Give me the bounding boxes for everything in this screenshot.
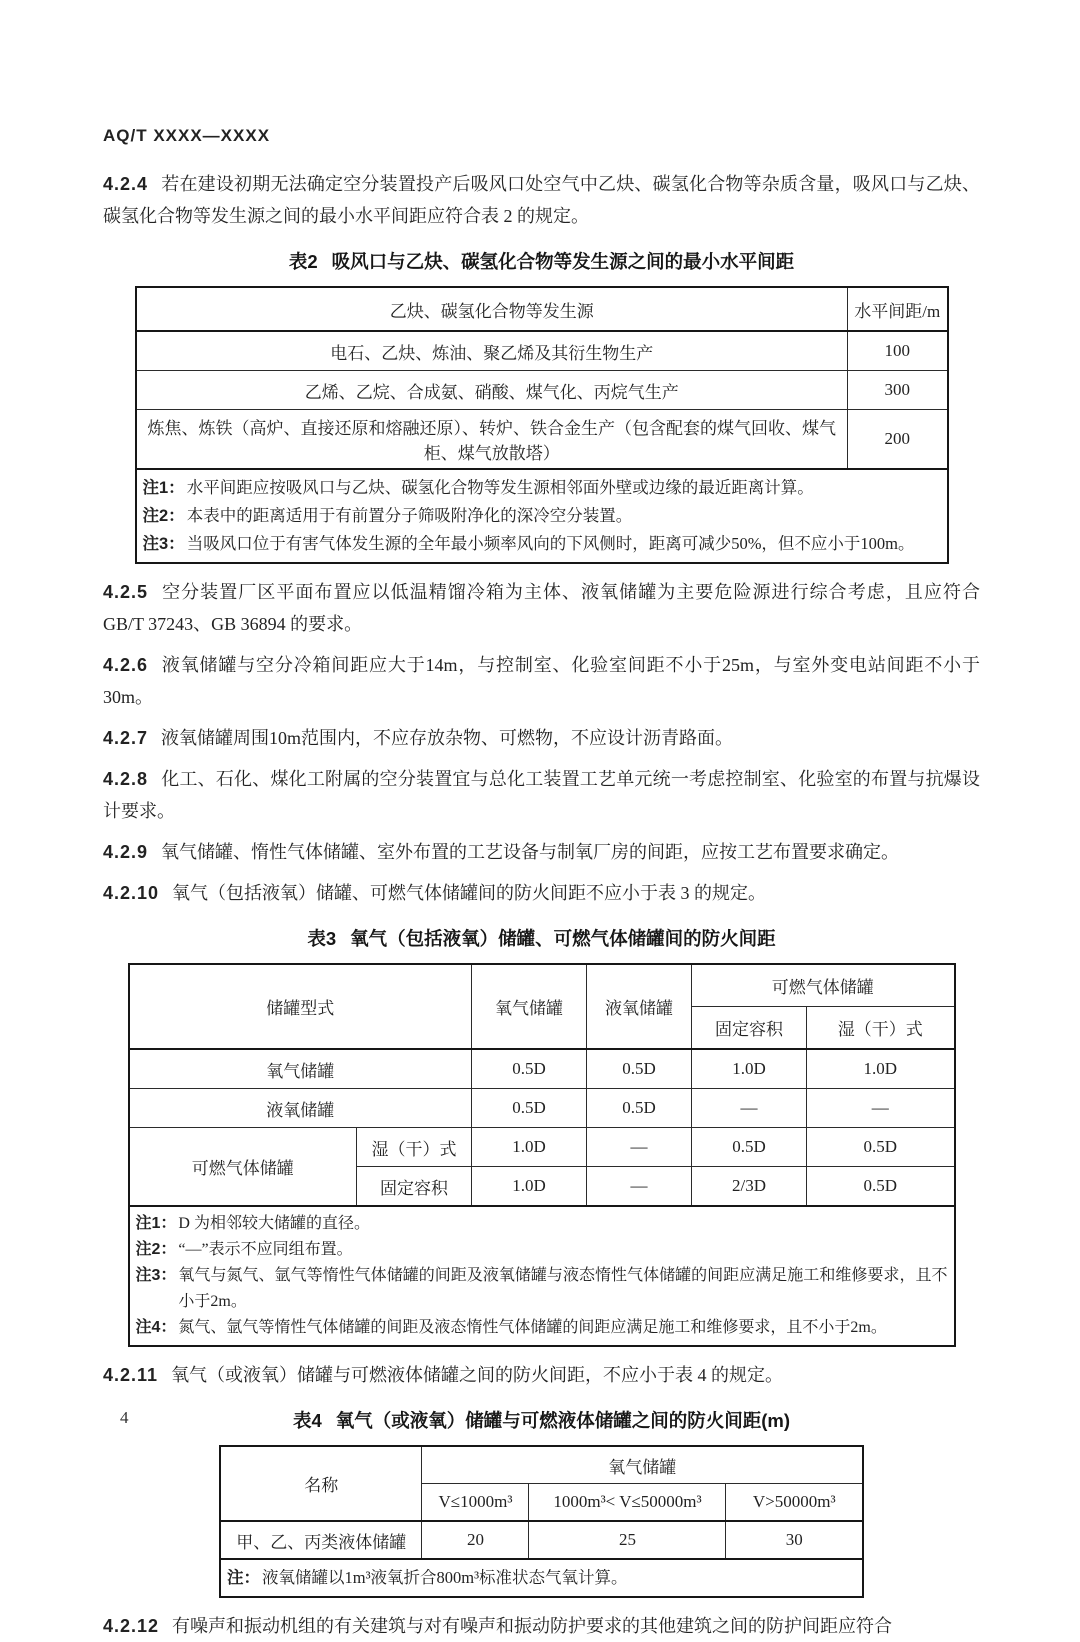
t3-cell: —: [692, 1089, 807, 1128]
note-line: [227, 1564, 856, 1592]
t3-cell: 0.5D: [587, 1049, 692, 1089]
t4-header-name: 名称: [220, 1446, 422, 1521]
note-line: [143, 474, 941, 502]
t3-row-label: 湿（干）式: [357, 1128, 472, 1167]
table-row: [129, 1049, 955, 1089]
clause-text: 液氧储罐与空分冷箱间距应大于14m，与控制室、化验室间距不小于25m，与室外变电站间距不小于30m。: [103, 655, 980, 707]
note-line: [136, 1211, 948, 1237]
clause-text: 空分装置厂区平面布置应以低温精馏冷箱为主体、液氧储罐为主要危险源进行综合考虑，且应符合 GB/T 37243、GB 36894 的要求。: [103, 582, 980, 634]
note-text: D 为相邻较大储罐的直径。: [178, 1215, 370, 1232]
t3-cell: 0.5D: [472, 1049, 587, 1089]
t3-header-flammable: 可燃气体储罐: [692, 964, 955, 1007]
clause-number: 4.2.5: [103, 582, 149, 602]
clause-number: 4.2.7: [103, 728, 149, 748]
t3-cell: 0.5D: [472, 1089, 587, 1128]
table3-caption-title: 氧气（包括液氧）储罐、可燃气体储罐间的防火间距: [350, 928, 776, 949]
t4-cell: 25: [529, 1521, 726, 1559]
table4-caption-label: 表4: [292, 1410, 322, 1431]
table-row: [136, 371, 948, 410]
clause-number: 4.2.10: [103, 883, 160, 903]
paragraph-4-2-11: [103, 1359, 980, 1391]
table4: [219, 1445, 864, 1598]
table-row: [136, 410, 948, 470]
t3-header-tank-type: 储罐型式: [129, 964, 472, 1049]
note-text: 液氧储罐以1m³液氧折合800m³标准状态气氧计算。: [261, 1568, 628, 1587]
t3-cell: 0.5D: [587, 1089, 692, 1128]
clause-number: 4.2.12: [103, 1616, 160, 1636]
t3-notes: [129, 1206, 955, 1346]
clause-text: 氧气（或液氧）储罐与可燃液体储罐之间的防火间距，不应小于表 4 的规定。: [171, 1365, 784, 1385]
t3-cell: 1.0D: [807, 1049, 955, 1089]
t4-header-v3: V>50000m³: [726, 1484, 863, 1522]
paragraph-4-2-12: [103, 1610, 980, 1642]
t3-cell: 1.0D: [472, 1128, 587, 1167]
t4-header-v1: V≤1000m³: [422, 1484, 529, 1522]
t3-header-fixed-volume: 固定容积: [692, 1007, 807, 1050]
note-label: 注3：: [142, 535, 185, 553]
t2-notes: [136, 469, 948, 563]
clause-text: 液氧储罐周围10m范围内，不应存放杂物、可燃物，不应设计沥青路面。: [161, 728, 734, 748]
note-text: 本表中的距离适用于有前置分子筛吸附净化的深冷空分装置。: [186, 506, 633, 525]
page-number: 4: [120, 1408, 129, 1427]
table-row: [129, 1128, 955, 1167]
note-line: [136, 1263, 948, 1315]
note-text: 水平间距应按吸风口与乙炔、碳氢化合物等发生源相邻面外壁或边缘的最近距离计算。: [186, 478, 814, 497]
clause-number: 4.2.6: [103, 655, 149, 675]
t3-cell: 0.5D: [807, 1128, 955, 1167]
table4-caption-title: 氧气（或液氧）储罐与可燃液体储罐之间的防火间距(m): [335, 1410, 791, 1431]
t2-cell-source: 乙烯、乙烷、合成氨、硝酸、煤气化、丙烷气生产: [136, 371, 848, 410]
clause-text: 氧气（包括液氧）储罐、可燃气体储罐间的防火间距不应小于表 3 的规定。: [172, 883, 767, 903]
note-line: [136, 1315, 948, 1341]
table3: [128, 963, 956, 1347]
t3-row-label: 液氧储罐: [129, 1089, 472, 1128]
t3-header-wet-dry: 湿（干）式: [807, 1007, 955, 1050]
clause-number: 4.2.11: [103, 1365, 159, 1385]
table4-caption: [103, 1407, 980, 1433]
table2-caption-label: 表2: [288, 251, 318, 272]
table-notes-row: [136, 469, 948, 563]
note-label: 注：: [226, 1569, 260, 1587]
t3-cell: —: [587, 1128, 692, 1167]
t2-cell-source: 炼焦、炼铁（高炉、直接还原和熔融还原）、转炉、铁合金生产（包含配套的煤气回收、煤气柜、煤气放散塔）: [136, 410, 848, 470]
t3-cell: 1.0D: [692, 1049, 807, 1089]
clause-text: 若在建设初期无法确定空分装置投产后吸风口处空气中乙炔、碳氢化合物等杂质含量，吸风口与乙炔、碳氢化合物等发生源之间的最小水平间距应符合表 2 的规定。: [103, 174, 980, 226]
table2-caption: [103, 248, 980, 274]
note-text: 氧气与氮气、氩气等惰性气体储罐的间距及液氧储罐与液态惰性气体储罐的间距应满足施工和维修要求，且不小于2m。: [178, 1267, 948, 1310]
t4-cell: 30: [726, 1521, 863, 1559]
note-text: 当吸风口位于有害气体发生源的全年最小频率风向的下风侧时，距离可减少50%，但不应小于100m。: [186, 534, 915, 553]
t4-note: [220, 1559, 863, 1597]
note-line: [136, 1237, 948, 1263]
table-row: [220, 1521, 863, 1559]
t2-cell-distance: 200: [848, 410, 948, 470]
paragraph-4-2-7: [103, 722, 980, 754]
clause-text: 氧气储罐、惰性气体储罐、室外布置的工艺设备与制氧厂房的间距，应按工艺布置要求确定。: [161, 842, 900, 862]
t2-header-distance: 水平间距/m: [848, 287, 948, 331]
t3-cell: —: [807, 1089, 955, 1128]
paragraph-4-2-10: [103, 877, 980, 909]
t3-row-group: 可燃气体储罐: [129, 1128, 357, 1207]
note-text: 氮气、氩气等惰性气体储罐的间距及液态惰性气体储罐的间距应满足施工和维修要求，且不小于2m。: [178, 1319, 887, 1336]
t4-cell: 20: [422, 1521, 529, 1559]
t2-header-source: 乙炔、碳氢化合物等发生源: [136, 287, 848, 331]
table-notes-row: [129, 1206, 955, 1346]
note-label: 注2：: [142, 507, 185, 525]
t4-row-name: 甲、乙、丙类液体储罐: [220, 1521, 422, 1559]
table2: [135, 286, 949, 564]
note-label: 注4：: [135, 1319, 177, 1336]
t4-header-v2: 1000m³< V≤50000m³: [529, 1484, 726, 1522]
t3-header-oxygen: 氧气储罐: [472, 964, 587, 1049]
note-label: 注1：: [135, 1215, 177, 1232]
clause-text: 化工、石化、煤化工附属的空分装置宜与总化工装置工艺单元统一考虑控制室、化验室的布置与抗爆设计要求。: [103, 769, 980, 821]
table-row: [136, 331, 948, 371]
clause-text: 有噪声和振动机组的有关建筑与对有噪声和振动防护要求的其他建筑之间的防护间距应符合: [172, 1616, 893, 1636]
t3-cell: —: [587, 1167, 692, 1207]
t3-cell: 0.5D: [692, 1128, 807, 1167]
table-notes-row: [220, 1559, 863, 1597]
t3-row-label: 氧气储罐: [129, 1049, 472, 1089]
table-row: [129, 1089, 955, 1128]
note-label: 注3：: [135, 1267, 177, 1284]
t3-header-liquid-oxygen: 液氧储罐: [587, 964, 692, 1049]
note-label: 注2：: [135, 1241, 177, 1258]
standard-code-header: AQ/T XXXX—XXXX: [103, 126, 271, 145]
t3-cell: 2/3D: [692, 1167, 807, 1207]
table3-caption-label: 表3: [307, 928, 337, 949]
paragraph-4-2-8: [103, 763, 980, 827]
table3-caption: [103, 925, 980, 951]
paragraph-4-2-5: [103, 576, 980, 640]
clause-number: 4.2.4: [103, 174, 149, 194]
clause-number: 4.2.9: [103, 842, 149, 862]
clause-number: 4.2.8: [103, 769, 149, 789]
note-line: [143, 530, 941, 558]
t4-header-oxygen-tank: 氧气储罐: [422, 1446, 863, 1484]
t2-cell-distance: 100: [848, 331, 948, 371]
t3-cell: 0.5D: [807, 1167, 955, 1207]
table2-caption-title: 吸风口与乙炔、碳氢化合物等发生源之间的最小水平间距: [331, 251, 795, 272]
t2-cell-source: 电石、乙炔、炼油、聚乙烯及其衍生物生产: [136, 331, 848, 371]
t2-cell-distance: 300: [848, 371, 948, 410]
t3-cell: 1.0D: [472, 1167, 587, 1207]
note-line: [143, 502, 941, 530]
paragraph-4-2-9: [103, 836, 980, 868]
note-label: 注1：: [142, 479, 185, 497]
t3-row-label: 固定容积: [357, 1167, 472, 1207]
paragraph-4-2-4: [103, 168, 980, 232]
note-text: “—”表示不应同组布置。: [178, 1241, 353, 1258]
paragraph-4-2-6: [103, 649, 980, 713]
